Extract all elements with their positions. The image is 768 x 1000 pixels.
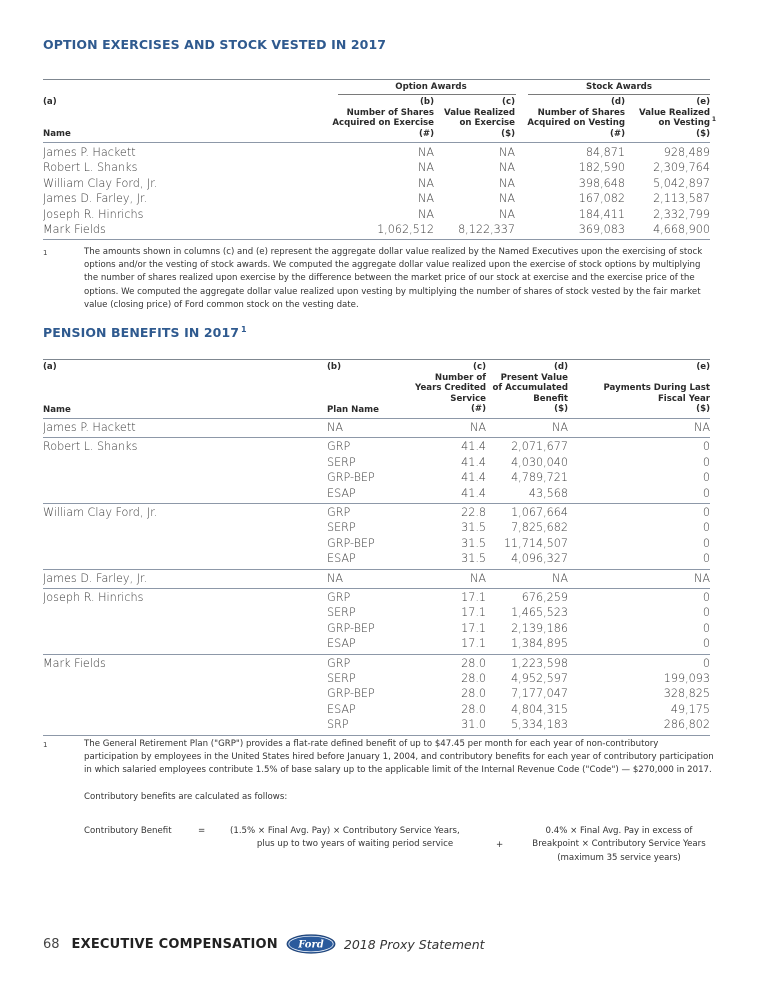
cell-present-value: 4,804,315 bbox=[511, 702, 568, 716]
p-col-d-header bbox=[493, 362, 569, 415]
p-col-d-unit: ($) bbox=[554, 404, 568, 415]
cell-years-credited: 17.1 bbox=[461, 637, 486, 651]
cell-name: James D. Farley, Jr. bbox=[43, 192, 148, 206]
cell-value-vesting: 928,489 bbox=[663, 146, 710, 159]
cell-shares-vested: 182,590 bbox=[578, 161, 625, 175]
cell-present-value: 4,952,597 bbox=[511, 672, 568, 685]
cell-plan-name: NA bbox=[327, 571, 344, 585]
col-e-line2-wrap bbox=[639, 116, 716, 129]
cell-value-exercise: NA bbox=[498, 161, 515, 175]
group-header-option-awards: Option Awards bbox=[395, 82, 467, 92]
cell-payments: 0 bbox=[702, 606, 710, 620]
cell-present-value: 7,177,047 bbox=[511, 687, 568, 701]
cell-years-credited: NA bbox=[469, 571, 486, 585]
cell-years-credited: 28.0 bbox=[461, 702, 486, 716]
cell-shares-vested: 84,871 bbox=[585, 146, 625, 159]
cell-payments: 0 bbox=[702, 552, 710, 566]
cell-value-vesting: 2,113,587 bbox=[653, 192, 710, 206]
cell-present-value: 11,714,507 bbox=[503, 536, 568, 550]
formula-term-1-line2: plus up to two years of waiting period service bbox=[256, 839, 454, 850]
cell-value-vesting: 2,332,799 bbox=[653, 207, 710, 221]
p-col-d-line1: Present Value bbox=[500, 372, 568, 383]
pension-group-divider bbox=[43, 437, 710, 438]
col-d-letter: (d) bbox=[610, 97, 625, 107]
cell-plan-name: SERP bbox=[327, 672, 356, 685]
p-col-e-header bbox=[603, 362, 710, 415]
cell-present-value: 1,465,523 bbox=[511, 606, 568, 620]
formula-plus: + bbox=[496, 840, 504, 850]
pension-executive-name: James D. Farley, Jr. bbox=[43, 571, 148, 585]
cell-present-value: 1,223,598 bbox=[511, 656, 568, 670]
cell-plan-name: GRP-BEP bbox=[327, 621, 375, 635]
header-bottom-rule bbox=[43, 142, 710, 143]
cell-present-value: 1,067,664 bbox=[511, 506, 568, 519]
cell-present-value: 43,568 bbox=[528, 486, 568, 500]
pension-top-rule bbox=[43, 359, 710, 360]
col-d-header bbox=[527, 97, 625, 139]
p-col-e-unit: ($) bbox=[696, 404, 710, 415]
cell-payments: 0 bbox=[702, 486, 710, 500]
p-col-a-label: Name bbox=[43, 405, 71, 415]
cell-shares-exercised: NA bbox=[417, 176, 434, 190]
cell-plan-name: ESAP bbox=[327, 702, 356, 716]
cell-payments: 0 bbox=[702, 455, 710, 469]
p-col-d-letter: (d) bbox=[553, 362, 568, 372]
pension-title-footnote-ref: 1 bbox=[241, 325, 247, 334]
cell-plan-name: GRP-BEP bbox=[327, 536, 375, 550]
cell-years-credited: 41.4 bbox=[461, 471, 486, 485]
svg-text:Ford: Ford bbox=[298, 939, 324, 951]
p-col-c-line1: Number of bbox=[434, 372, 486, 383]
cell-years-credited: 28.0 bbox=[461, 687, 486, 701]
cell-years-credited: 28.0 bbox=[461, 672, 486, 685]
col-e-line1: Value Realized bbox=[639, 107, 710, 118]
cell-present-value: 4,789,721 bbox=[511, 471, 568, 485]
pension-title-text: PENSION BENEFITS IN 2017 bbox=[43, 325, 240, 340]
cell-years-credited: 22.8 bbox=[461, 506, 486, 519]
col-d-unit: (#) bbox=[609, 128, 625, 139]
formula-term-1-line1: (1.5% × Final Avg. Pay) × Contributory Service Years, bbox=[230, 826, 460, 836]
option-footnote-mark: 1 bbox=[43, 249, 48, 257]
col-b-header bbox=[332, 97, 434, 139]
pension-footnote-mark: 1 bbox=[43, 741, 48, 749]
cell-present-value: 5,334,183 bbox=[511, 718, 568, 732]
cell-shares-exercised: NA bbox=[417, 146, 434, 159]
table-top-rule bbox=[43, 79, 710, 80]
col-b-line2: Acquired on Exercise bbox=[332, 118, 434, 129]
pension-group-divider bbox=[43, 654, 710, 655]
page-footer bbox=[43, 934, 485, 954]
p-col-e-letter: (e) bbox=[696, 362, 710, 372]
cell-shares-vested: 398,648 bbox=[578, 176, 625, 190]
formula-term-2-line2: Breakpoint × Contributory Service Years bbox=[532, 839, 706, 850]
cell-payments: NA bbox=[693, 421, 710, 434]
cell-payments: NA bbox=[693, 571, 710, 585]
cell-present-value: NA bbox=[551, 421, 568, 434]
group-rule-stock bbox=[528, 94, 710, 95]
cell-years-credited: 17.1 bbox=[461, 606, 486, 620]
pension-footnote-text: The General Retirement Plan ("GRP") provides a flat-rate defined benefit of up to $47.45 per month for each year of non-contributory participation by employees in the United States hired before January 1, 2004, and contributory benefits for each year of contributory participation in which salaried employees contribute 1.5% of base salary up to the applicable limit of the Internal Revenue Code ("Code") — $270,000 in 2017. bbox=[84, 739, 714, 776]
cell-plan-name: ESAP bbox=[327, 552, 356, 566]
cell-years-credited: 31.5 bbox=[461, 536, 486, 550]
page-number: 68 bbox=[43, 936, 60, 952]
col-c-header bbox=[444, 97, 515, 139]
col-c-unit: ($) bbox=[501, 128, 515, 139]
cell-plan-name: GRP-BEP bbox=[327, 471, 375, 485]
p-col-c-header bbox=[415, 362, 486, 415]
col-d-line2: Acquired on Vesting bbox=[527, 118, 625, 129]
col-e-footnote-ref: 1 bbox=[711, 116, 716, 124]
cell-years-credited: 31.5 bbox=[461, 521, 486, 535]
cell-payments: 0 bbox=[702, 536, 710, 550]
cell-plan-name: GRP bbox=[327, 440, 351, 454]
col-c-line2: on Exercise bbox=[459, 118, 515, 129]
cell-shares-vested: 184,411 bbox=[578, 207, 625, 221]
cell-shares-exercised: NA bbox=[417, 161, 434, 175]
cell-years-credited: 17.1 bbox=[461, 621, 486, 635]
cell-plan-name: SERP bbox=[327, 606, 356, 620]
cell-shares-exercised: NA bbox=[417, 192, 434, 206]
cell-plan-name: SERP bbox=[327, 521, 356, 535]
col-b-unit: (#) bbox=[418, 128, 434, 139]
cell-payments: 49,175 bbox=[670, 702, 710, 716]
cell-present-value: 4,030,040 bbox=[511, 455, 568, 469]
cell-years-credited: 41.4 bbox=[461, 440, 486, 454]
option-footnote-text: The amounts shown in columns (c) and (e) represent the aggregate dollar value realized by the Named Executives upon the exercising of stock options and/or the vesting of stock awards. We computed the aggregate dollar value realized upon the exercise of stock options by multiplying the number of shares realized upon exercise by the difference between the market price of our stock at exercise and the exercise price of the options. We computed the aggregate dollar value realized upon vesting by multiplying the number of shares of stock vested by the fair market value (closing price) of Ford common stock on the vesting date. bbox=[84, 247, 703, 310]
p-col-e-line1: Payments During Last bbox=[603, 383, 710, 394]
p-col-c-line3: Service bbox=[450, 393, 486, 404]
cell-name: Robert L. Shanks bbox=[43, 161, 138, 175]
group-rule-option bbox=[338, 94, 516, 95]
cell-plan-name: NA bbox=[327, 421, 344, 434]
cell-payments: 199,093 bbox=[663, 672, 710, 685]
cell-plan-name: GRP bbox=[327, 591, 351, 604]
col-e-letter: (e) bbox=[696, 97, 710, 107]
p-col-b-letter: (b) bbox=[327, 362, 342, 372]
cell-value-vesting: 4,668,900 bbox=[653, 223, 710, 236]
p-col-d-line3: Benefit bbox=[533, 393, 568, 404]
cell-years-credited: 41.4 bbox=[461, 486, 486, 500]
p-col-c-unit: (#) bbox=[470, 404, 486, 415]
cell-plan-name: GRP bbox=[327, 656, 351, 670]
cell-years-credited: 17.1 bbox=[461, 591, 486, 604]
footer-document-title: 2018 Proxy Statement bbox=[343, 936, 485, 952]
p-col-c-line2: Years Credited bbox=[415, 383, 486, 394]
pension-benefits-title bbox=[43, 325, 247, 340]
cell-plan-name: GRP bbox=[327, 506, 351, 519]
cell-years-credited: 28.0 bbox=[461, 656, 486, 670]
cell-shares-vested: 167,082 bbox=[578, 192, 625, 206]
p-col-b-label: Plan Name bbox=[327, 405, 379, 415]
cell-payments: 0 bbox=[702, 440, 710, 454]
cell-years-credited: 31.0 bbox=[461, 718, 486, 732]
cell-plan-name: GRP-BEP bbox=[327, 687, 375, 701]
cell-plan-name: ESAP bbox=[327, 637, 356, 651]
p-col-a-letter: (a) bbox=[43, 362, 57, 372]
p-col-d-line2: of Accumulated bbox=[492, 383, 568, 394]
p-col-e-line2: Fiscal Year bbox=[657, 393, 710, 404]
cell-value-exercise: NA bbox=[498, 146, 515, 159]
col-b-line1: Number of Shares bbox=[346, 107, 434, 118]
cell-name: James P. Hackett bbox=[43, 146, 136, 159]
pension-executive-name: William Clay Ford, Jr. bbox=[43, 506, 158, 519]
cell-present-value: 1,384,895 bbox=[511, 637, 568, 651]
cell-present-value: 2,139,186 bbox=[511, 621, 568, 635]
footer-section-title: EXECUTIVE COMPENSATION bbox=[71, 936, 278, 952]
formula-term-2-line1: 0.4% × Final Avg. Pay in excess of bbox=[545, 826, 693, 836]
col-a-letter: (a) bbox=[43, 97, 57, 107]
cell-shares-vested: 369,083 bbox=[578, 223, 625, 236]
pension-group-divider bbox=[43, 588, 710, 589]
cell-value-exercise: NA bbox=[498, 207, 515, 221]
group-header-stock-awards: Stock Awards bbox=[586, 82, 652, 92]
cell-payments: 286,802 bbox=[663, 718, 710, 732]
pension-executive-name: Mark Fields bbox=[43, 656, 106, 670]
col-d-line1: Number of Shares bbox=[537, 107, 625, 118]
cell-value-exercise: NA bbox=[498, 176, 515, 190]
col-e-line2: on Vesting bbox=[658, 118, 710, 129]
cell-name: Mark Fields bbox=[43, 223, 106, 236]
cell-payments: 0 bbox=[702, 506, 710, 519]
formula-term-2 bbox=[524, 825, 714, 865]
cell-payments: 0 bbox=[702, 656, 710, 670]
col-e-unit: ($) bbox=[696, 128, 710, 139]
pension-footnote-intro: Contributory benefits are calculated as follows: bbox=[84, 792, 288, 802]
cell-name: William Clay Ford, Jr. bbox=[43, 176, 158, 190]
cell-payments: 0 bbox=[702, 591, 710, 604]
ford-logo-icon bbox=[286, 934, 336, 954]
pension-group-divider bbox=[43, 569, 710, 570]
formula-equals: = bbox=[198, 826, 206, 836]
cell-present-value: 676,259 bbox=[521, 591, 568, 604]
formula-term-2-line3: (maximum 35 service years) bbox=[557, 852, 681, 863]
cell-years-credited: NA bbox=[469, 421, 486, 434]
col-e-header bbox=[639, 97, 716, 139]
cell-plan-name: ESAP bbox=[327, 486, 356, 500]
pension-executive-name: Joseph R. Hinrichs bbox=[43, 591, 144, 604]
cell-payments: 0 bbox=[702, 521, 710, 535]
cell-plan-name: SERP bbox=[327, 455, 356, 469]
cell-payments: 328,825 bbox=[663, 687, 710, 701]
cell-years-credited: 41.4 bbox=[461, 455, 486, 469]
cell-present-value: NA bbox=[551, 571, 568, 585]
cell-name: Joseph R. Hinrichs bbox=[43, 207, 144, 221]
cell-shares-exercised: 1,062,512 bbox=[377, 223, 434, 236]
col-b-letter: (b) bbox=[419, 97, 434, 107]
formula-term-1 bbox=[230, 825, 480, 852]
pension-group-divider bbox=[43, 503, 710, 504]
cell-shares-exercised: NA bbox=[417, 207, 434, 221]
cell-value-vesting: 5,042,897 bbox=[653, 176, 710, 190]
option-table-bottom-rule bbox=[43, 239, 710, 240]
cell-value-exercise: 8,122,337 bbox=[458, 223, 515, 236]
pension-executive-name: Robert L. Shanks bbox=[43, 440, 138, 454]
cell-payments: 0 bbox=[702, 471, 710, 485]
cell-present-value: 7,825,682 bbox=[511, 521, 568, 535]
pension-group-divider bbox=[43, 735, 710, 736]
pension-header-bottom-rule bbox=[43, 418, 710, 419]
formula-lhs: Contributory Benefit bbox=[84, 826, 172, 836]
cell-payments: 0 bbox=[702, 621, 710, 635]
cell-present-value: 4,096,327 bbox=[511, 552, 568, 566]
col-c-letter: (c) bbox=[502, 97, 515, 107]
col-c-line1: Value Realized bbox=[444, 107, 515, 118]
cell-payments: 0 bbox=[702, 637, 710, 651]
p-col-c-letter: (c) bbox=[473, 362, 486, 372]
col-a-label: Name bbox=[43, 129, 71, 139]
cell-plan-name: SRP bbox=[327, 718, 349, 732]
cell-value-exercise: NA bbox=[498, 192, 515, 206]
option-exercises-title: OPTION EXERCISES AND STOCK VESTED IN 2017 bbox=[43, 37, 387, 52]
cell-value-vesting: 2,309,764 bbox=[653, 161, 710, 175]
pension-executive-name: James P. Hackett bbox=[43, 421, 136, 434]
cell-years-credited: 31.5 bbox=[461, 552, 486, 566]
cell-present-value: 2,071,677 bbox=[511, 440, 568, 454]
